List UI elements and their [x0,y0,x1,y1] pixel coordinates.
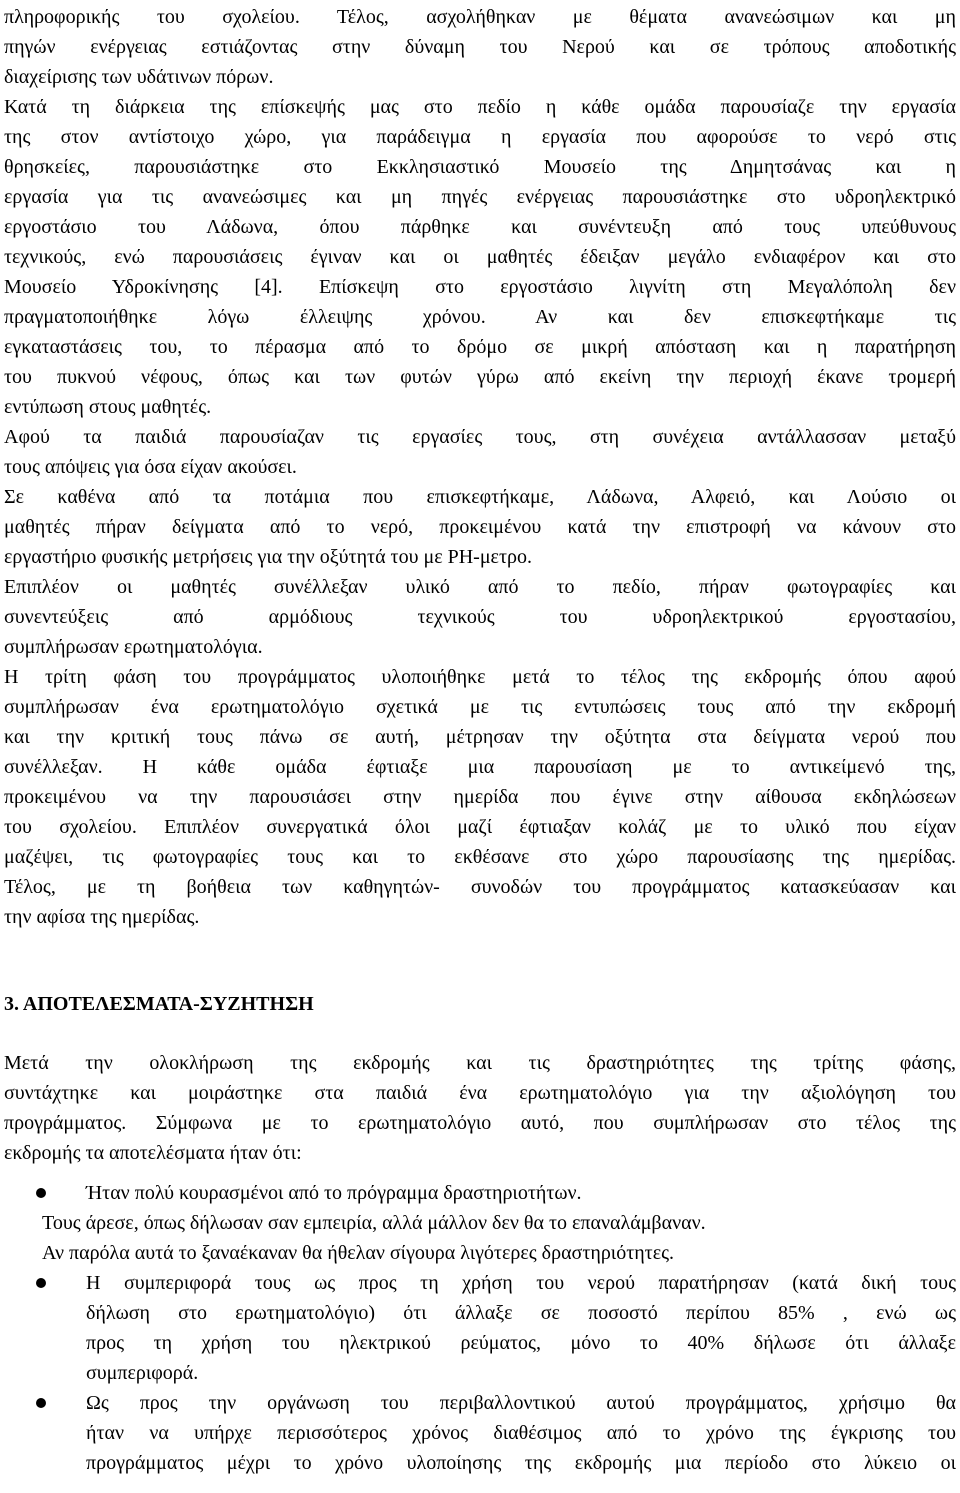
text-line: εγκαταστάσεις του, το πέρασμα από το δρόμο σε μικρή απόσταση και η παρατήρηση [4,336,956,358]
text-line: εργασία για τις ανανεώσιμες και μη πηγές ενέργειας παρουσιάστηκε στο υδροηλεκτρικό [4,186,956,208]
list-item-line: δήλωση στο ερωτηματολόγιο) ότι άλλαξε σε ποσοστό περίπου 85% , ενώ ως [86,1302,956,1324]
text-line: μαθητές πήραν δείγματα από το νερό, προκειμένου κατά την επιστροφή να κάνουν στο [4,516,956,538]
text-line: Σε καθένα από τα ποτάμια που επισκεφτήκαμε, Λάδωνα, Αλφειό, και Λούσιο οι [4,486,956,508]
text-line: Τους άρεσε, όπως δήλωσαν σαν εμπειρία, αλλά μάλλον δεν θα το επαναλάμβαναν. [42,1212,706,1234]
list-item-line: ήταν να υπήρχε περισσότερος χρόνος διαθέσιμος από το χρόνο της έγκρισης του [86,1422,956,1444]
text-line: Αν παρόλα αυτά το ξαναέκαναν θα ήθελαν σίγουρα λιγότερες δραστηριότητες. [42,1242,675,1264]
text-line: Επιπλέον οι μαθητές συνέλλεξαν υλικό από το πεδίο, πήραν φωτογραφίες και [4,576,956,598]
text-line: Η τρίτη φάση του προγράμματος υλοποιήθηκε μετά το τέλος της εκδρομής όπου αφού [4,666,956,688]
text-line: και την κριτική τους πάνω σε αυτή, μέτρησαν την οξύτητα στα δείγματα νερού που [4,726,956,748]
list-item-line: προγράμματος μέχρι το χρόνο υλοποίησης της εκδρομής μια περίοδο στο λύκειο οι [86,1452,956,1474]
bullet-icon [36,1278,46,1288]
text-line: της στον αντίστοιχο χώρο, για παράδειγμα η εργασία που αφορούσε το νερό στις [4,126,956,148]
bullet-icon [36,1188,46,1198]
text-line: εργοστάσιο του Λάδωνα, όπου πάρθηκε και συνέντευξη από τους υπεύθυνους [4,216,956,238]
text-line: προγράμματος. Σύμφωνα με το ερωτηματολόγιο αυτό, που συμπλήρωσαν στο τέλος της [4,1112,956,1134]
text-line: Αφού τα παιδιά παρουσίαζαν τις εργασίες τους, στη συνέχεια αντάλλασσαν μεταξύ [4,426,956,448]
text-line: πηγών ενέργειας εστιάζοντας στην δύναμη του Νερού και σε τρόπους αποδοτικής [4,36,956,58]
text-line: συμπλήρωσαν ερωτηματολόγια. [4,636,263,658]
text-line: τους απόψεις για όσα είχαν ακούσει. [4,456,297,478]
text-line: Μουσείο Υδροκίνησης [4]. Επίσκεψη στο εργοστάσιο λιγνίτη στη Μεγαλόπολη δεν [4,276,956,298]
bullet-icon [36,1398,46,1408]
text-line: εργαστήριο φυσικής μετρήσεις για την οξύτητά του με PH-μετρο. [4,546,532,568]
text-line: συμπλήρωσαν ένα ερωτηματολόγιο σχετικά με τις εντυπώσεις τους από την εκδρομή [4,696,956,718]
text-line: Κατά τη διάρκεια της επίσκεψής μας στο πεδίο η κάθε ομάδα παρουσίαζε την εργασία [4,96,956,118]
list-item: Ήταν πολύ κουρασμένοι από το πρόγραμμα δραστηριοτήτων. [86,1182,582,1204]
text-line: εντύπωση στους μαθητές. [4,396,212,418]
text-line: πληροφορικής του σχολείου. Τέλος, ασχολήθηκαν με θέματα ανανεώσιμων και μη [4,6,956,28]
list-item: Η συμπεριφορά τους ως προς τη χρήση του νερού παρατήρησαν (κατά δική τους [86,1272,956,1294]
list-item: Ως προς την οργάνωση του περιβαλλοντικού αυτού προγράμματος, χρήσιμο θα [86,1392,956,1414]
text-line: τεχνικούς, ενώ παρουσιάσεις έγιναν και οι μαθητές έδειξαν μεγάλο ενδιαφέρον και στο [4,246,956,268]
text-line: συνέλλεξαν. Η κάθε ομάδα έφτιαξε μια παρουσίαση με το αντικείμενό της, [4,756,956,778]
section-heading: 3. ΑΠΟΤΕΛΕΣΜΑΤΑ-ΣΥΖΗΤΗΣΗ [4,993,314,1015]
text-line: Τέλος, με τη βοήθεια των καθηγητών- συνοδών του προγράμματος κατασκεύασαν και [4,876,956,898]
text-line: εκδρομής τα αποτελέσματα ήταν ότι: [4,1142,302,1164]
text-line: Μετά την ολοκλήρωση της εκδρομής και τις δραστηριότητες της τρίτης φάσης, [4,1052,956,1074]
text-line: θρησκείες, παρουσιάστηκε στο Εκκλησιαστικό Μουσείο της Δημητσάνας και η [4,156,956,178]
text-line: την αφίσα της ημερίδας. [4,906,200,928]
list-item-line: συμπεριφορά. [86,1362,199,1384]
text-line: μαζέψει, τις φωτογραφίες τους και το εκθέσανε στο χώρο παρουσίασης της ημερίδας. [4,846,956,868]
list-item-line: προς τη χρήση του ηλεκτρικού ρεύματος, μόνο το 40% δήλωσε ότι άλλαξε [86,1332,956,1354]
text-line: προκειμένου να την παρουσιάσει στην ημερίδα που έγινε στην αίθουσα εκδηλώσεων [4,786,956,808]
text-line: πραγματοποιήθηκε λόγω έλλειψης χρόνου. Αν και δεν επισκεφτήκαμε τις [4,306,956,328]
text-line: συντάχτηκε και μοιράστηκε στα παιδιά ένα ερωτηματολόγιο για την αξιολόγηση του [4,1082,956,1104]
text-line: του σχολείου. Επιπλέον συνεργατικά όλοι μαζί έφτιαξαν κολάζ με το υλικό που είχαν [4,816,956,838]
text-line: συνεντεύξεις από αρμόδιους τεχνικούς του υδροηλεκτρικού εργοστασίου, [4,606,956,628]
text-line: του πυκνού νέφους, όπως και των φυτών γύρω από εκείνη την περιοχή έκανε τρομερή [4,366,956,388]
text-line: διαχείρισης των υδάτινων πόρων. [4,66,274,88]
